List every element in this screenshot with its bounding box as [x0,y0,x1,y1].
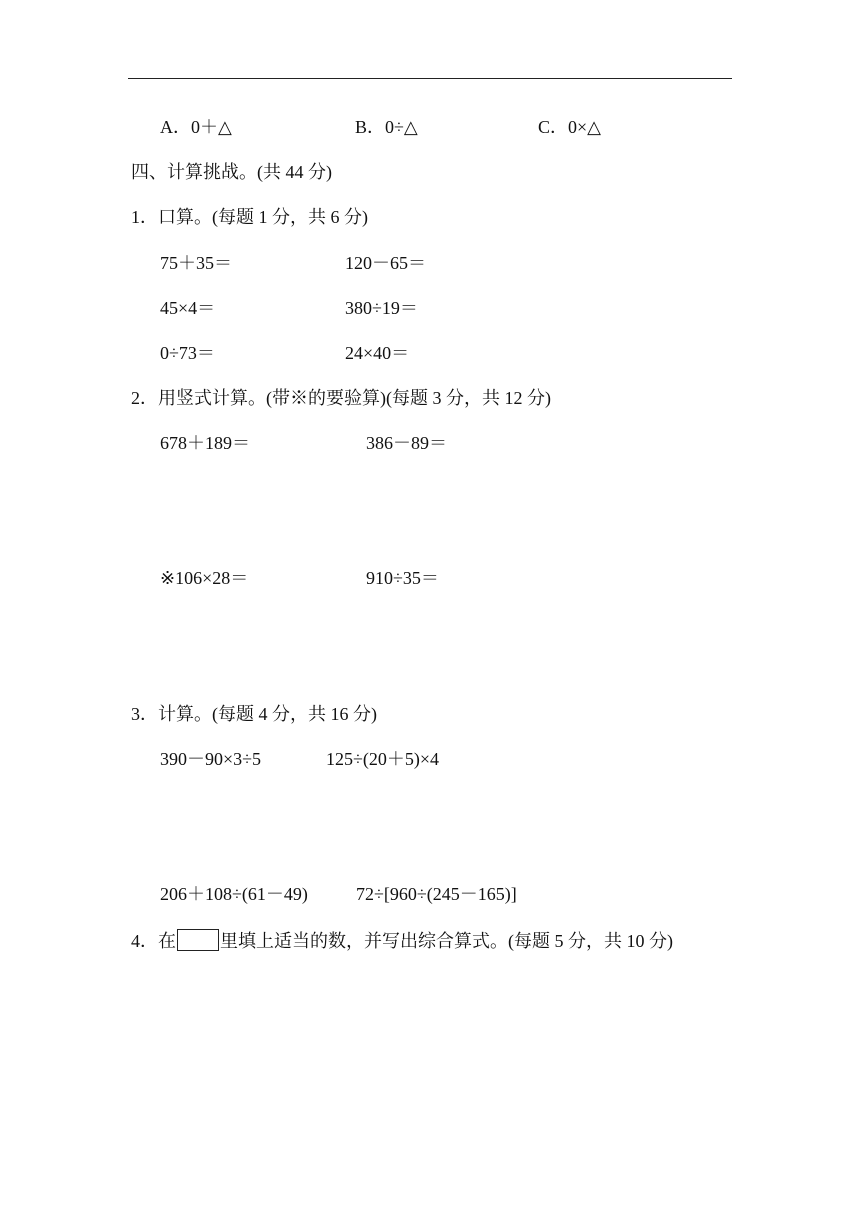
q1-item: 45×4＝ [160,298,216,318]
option-c: C．0×△ [538,117,601,137]
q1-item: 0÷73＝ [160,343,215,363]
q2-item: ※106×28＝ [160,568,249,588]
q1-item: 75＋35＝ [160,253,232,273]
q2-title: 2．用竖式计算。(带※的要验算)(每题 3 分，共 12 分) [131,388,551,408]
q3-item: 390－90×3÷5 [160,749,262,769]
option-b: B．0÷△ [355,117,418,137]
q1-item: 120－65＝ [345,253,426,273]
q3-item: 125÷(20＋5)×4 [326,749,440,769]
q1-item: 24×40＝ [345,343,410,363]
answer-blank-box [177,929,219,951]
option-a: A．0＋△ [160,117,232,137]
q3-title: 3．计算。(每题 4 分，共 16 分) [131,704,377,724]
q1-title: 1．口算。(每题 1 分，共 6 分) [131,207,368,227]
q4-title [131,929,673,952]
q4-title-prefix: 4．在 [131,931,176,951]
q4-title-suffix: 里填上适当的数，并写出综合算式。(每题 5 分，共 10 分) [220,931,673,951]
q3-item: 72÷[960÷(245－165)] [356,884,517,904]
q2-item: 678＋189＝ [160,433,250,453]
q2-item: 386－89＝ [366,433,447,453]
section-heading: 四、计算挑战。(共 44 分) [131,162,332,182]
q3-item: 206＋108÷(61－49) [160,884,308,904]
q1-item: 380÷19＝ [345,298,418,318]
q2-item: 910÷35＝ [366,568,439,588]
header-rule [128,78,732,79]
